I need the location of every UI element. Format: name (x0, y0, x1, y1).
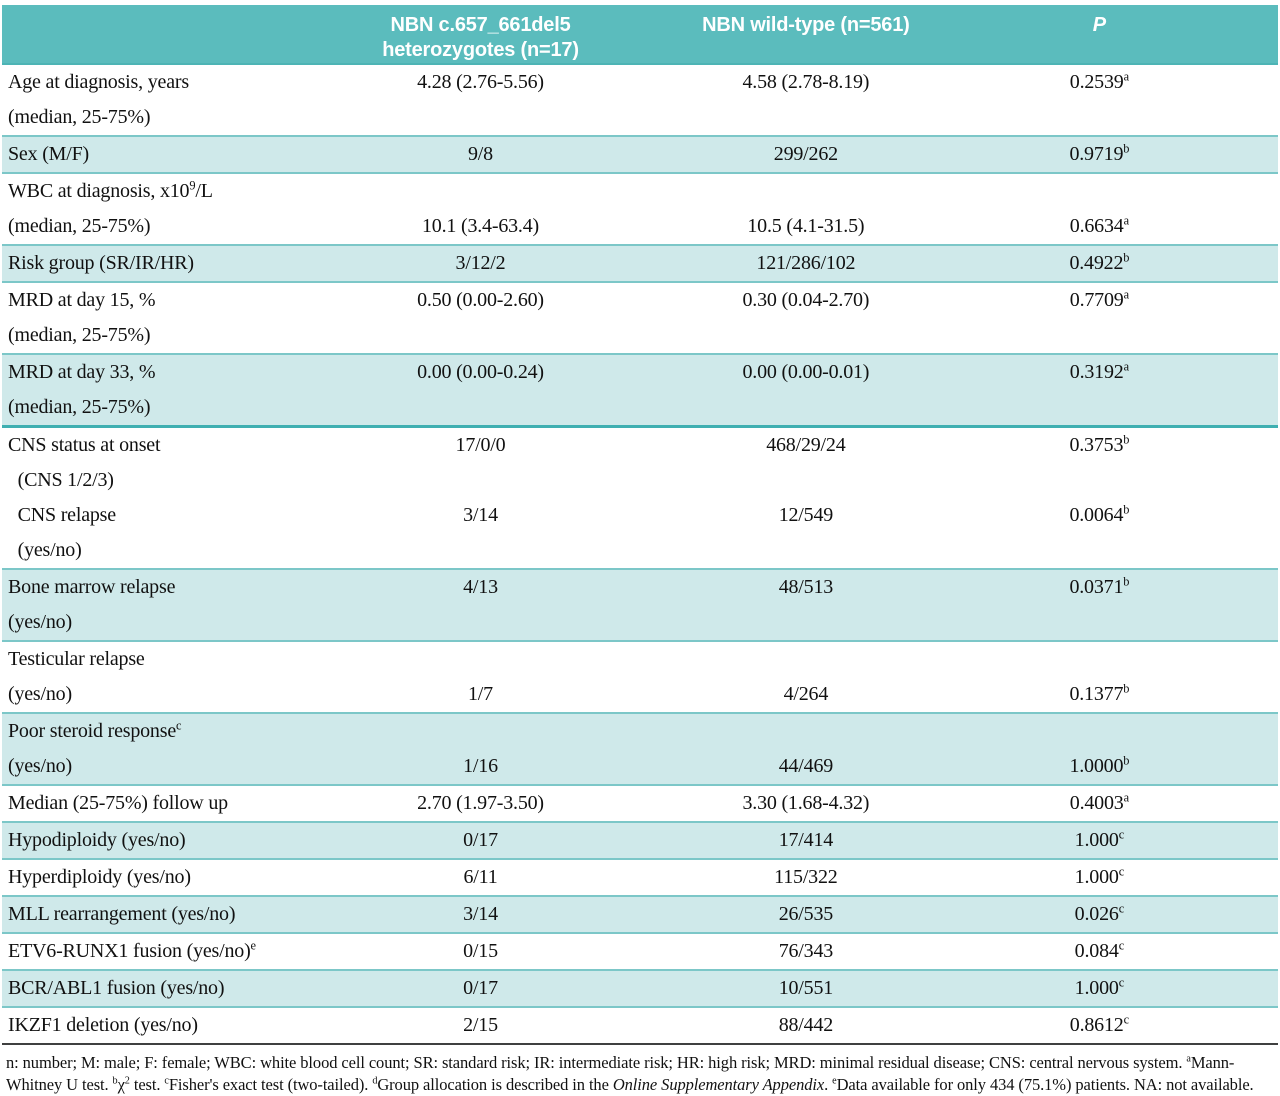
table-row (2, 283, 1278, 355)
cell-p-value (997, 823, 1201, 858)
header-col-heterozygotes-line1: NBN c.657_661del5 (390, 14, 571, 36)
cell-heterozygotes-line (347, 714, 615, 749)
cell-wildtype (614, 860, 997, 895)
table-row (2, 174, 1278, 246)
cell-heterozygotes (347, 246, 615, 281)
row-pad (1201, 570, 1278, 640)
cell-p-value (997, 570, 1201, 640)
cell-heterozygotes-line (347, 463, 615, 498)
cell-heterozygotes-line: 1/16 (463, 755, 498, 777)
cell-wildtype (614, 642, 997, 712)
cell-p-value-line (997, 642, 1201, 677)
cell-p-value-line: 0.3753$^b$ (1069, 432, 1130, 456)
row-label-line: Risk group (SR/IR/HR) (8, 252, 194, 274)
cell-heterozygotes-line (347, 390, 615, 425)
table-row (2, 355, 1278, 428)
row-label-line: (yes/no) (8, 755, 72, 777)
row-label (2, 570, 347, 640)
cell-p-value-line: 0.1377$^b$ (1069, 681, 1130, 705)
cell-p-value-line: 0.7709$^a$ (1069, 287, 1129, 311)
cell-p-value-line (997, 318, 1201, 353)
cell-wildtype-line: 4.58 (2.78-8.19) (742, 71, 870, 93)
cell-heterozygotes-line (347, 642, 615, 677)
cell-p-value-line: 0.0064$^b$ (1069, 502, 1130, 526)
cell-wildtype-line: 48/513 (778, 576, 834, 598)
cell-p-value (997, 897, 1201, 932)
row-label-line: (CNS 1/2/3) (8, 469, 114, 491)
cell-wildtype-line: 12/549 (778, 504, 834, 526)
cell-heterozygotes (347, 823, 615, 858)
row-pad (1201, 65, 1278, 135)
cell-wildtype (614, 786, 997, 821)
row-label (2, 934, 347, 969)
cell-heterozygotes (347, 786, 615, 821)
cell-p-value (997, 934, 1201, 969)
cell-p-value-line: 0.4922$^b$ (1069, 250, 1130, 274)
cell-wildtype-line (614, 390, 997, 425)
row-label-line: (median, 25-75%) (8, 215, 151, 237)
cell-p-value-line: 0.6634$^a$ (1069, 213, 1129, 237)
table-row (2, 934, 1278, 971)
cell-heterozygotes-line: 9/8 (468, 143, 493, 165)
row-label (2, 174, 347, 244)
cell-wildtype-line: 76/343 (778, 940, 834, 962)
cell-wildtype (614, 174, 997, 244)
cell-heterozygotes (347, 971, 615, 1006)
row-label (2, 355, 347, 425)
row-label (2, 137, 347, 172)
row-label-line: WBC at diagnosis, $x10^9/L$ (8, 178, 213, 202)
cell-wildtype-line: 10/551 (778, 977, 834, 999)
row-pad (1201, 174, 1278, 244)
table-row (2, 246, 1278, 283)
cell-wildtype (614, 137, 997, 172)
cell-p-value-line (997, 533, 1201, 568)
row-label-line: (median, 25-75%) (8, 106, 151, 128)
cell-wildtype-line: 299/262 (773, 143, 838, 165)
row-label (2, 642, 347, 712)
row-label-line: Bone marrow relapse (8, 576, 176, 598)
row-label (2, 1008, 347, 1043)
cell-p-value (997, 860, 1201, 895)
header-empty-cell (2, 13, 347, 63)
cell-wildtype-line (614, 463, 997, 498)
table-row (2, 1008, 1278, 1045)
row-label (2, 860, 347, 895)
row-label-line: Sex (M/F) (8, 143, 89, 165)
cell-wildtype (614, 714, 997, 784)
row-label-line: BCR/ABL1 fusion (yes/no) (8, 977, 225, 999)
table-row (2, 642, 1278, 714)
cell-p-value (997, 355, 1201, 425)
cell-wildtype (614, 934, 997, 969)
row-pad (1201, 823, 1278, 858)
cell-heterozygotes (347, 642, 615, 712)
cell-heterozygotes (347, 1008, 615, 1043)
cell-heterozygotes (347, 498, 615, 568)
cell-p-value (997, 498, 1201, 568)
row-pad (1201, 934, 1278, 969)
row-label-line: (median, 25-75%) (8, 396, 151, 418)
cell-heterozygotes (347, 714, 615, 784)
cell-heterozygotes-line (347, 174, 615, 209)
row-pad (1201, 786, 1278, 821)
row-pad (1201, 498, 1278, 568)
cell-wildtype-line (614, 174, 997, 209)
cell-heterozygotes (347, 283, 615, 353)
header-col-p (997, 13, 1201, 63)
cell-wildtype-line: 121/286/102 (756, 252, 856, 274)
header-pad (1201, 13, 1278, 63)
cell-wildtype-line: 468/29/24 (766, 434, 846, 456)
cell-wildtype-line: 4/264 (783, 683, 829, 705)
cell-heterozygotes-line: 0/15 (463, 940, 498, 962)
cell-wildtype-line: 10.5 (4.1-31.5) (747, 215, 865, 237)
row-pad (1201, 428, 1278, 498)
row-label (2, 246, 347, 281)
cell-wildtype-line: 44/469 (778, 755, 834, 777)
cell-p-value-line: 1.000$^c$ (1074, 864, 1124, 888)
cell-p-value (997, 283, 1201, 353)
table-row (2, 65, 1278, 137)
cell-p-value-line: 0.9719$^b$ (1069, 141, 1130, 165)
table-row (2, 897, 1278, 934)
row-label-line: CNS relapse (8, 504, 116, 526)
table-row (2, 860, 1278, 897)
cell-heterozygotes-line (347, 533, 615, 568)
row-label (2, 428, 347, 498)
row-label-line: MRD at day 33, % (8, 361, 156, 383)
table-row (2, 137, 1278, 174)
row-label (2, 971, 347, 1006)
row-pad (1201, 246, 1278, 281)
row-label (2, 65, 347, 135)
cell-wildtype (614, 65, 997, 135)
row-label-line: Hypodiploidy (yes/no) (8, 829, 186, 851)
footnote-italic-segment: Online Supplementary Appendix (612, 1075, 825, 1094)
cell-wildtype-line: 26/535 (778, 903, 834, 925)
row-label-line: (median, 25-75%) (8, 324, 151, 346)
cell-wildtype-line: 17/414 (778, 829, 834, 851)
cell-wildtype-line (614, 605, 997, 640)
cell-heterozygotes (347, 174, 615, 244)
row-label-line: Median (25-75%) follow up (8, 792, 228, 814)
cell-heterozygotes-line: 3/14 (463, 903, 498, 925)
header-col-wildtype-label: NBN wild-type (n=561) (702, 14, 910, 36)
cell-heterozygotes-line (347, 100, 615, 135)
table-row (2, 823, 1278, 860)
cell-heterozygotes-line: 4.28 (2.76-5.56) (417, 71, 544, 93)
row-label-line: (yes/no) (8, 683, 72, 705)
footnote-segment: . $^e$Data available for only 434 (75.1%) patients. NA: not available. (824, 1075, 1254, 1094)
table-header (2, 5, 1278, 65)
cell-p-value (997, 714, 1201, 784)
cell-heterozygotes-line: 4/13 (463, 576, 498, 598)
cell-heterozygotes (347, 897, 615, 932)
row-pad (1201, 714, 1278, 784)
cell-heterozygotes-line: 3/12/2 (455, 252, 506, 274)
cell-p-value (997, 428, 1201, 498)
cell-p-value-line (997, 714, 1201, 749)
cell-p-value (997, 65, 1201, 135)
row-pad (1201, 897, 1278, 932)
cell-wildtype-line: 0.00 (0.00-0.01) (742, 361, 870, 383)
row-pad (1201, 1008, 1278, 1043)
cell-wildtype-line (614, 318, 997, 353)
cell-heterozygotes-line: 0.50 (0.00-2.60) (417, 289, 544, 311)
cell-wildtype (614, 428, 997, 498)
table-row (2, 714, 1278, 786)
table-row (2, 428, 1278, 498)
cell-wildtype-line (614, 714, 997, 749)
cell-p-value-line: 0.026$^c$ (1074, 901, 1124, 925)
cell-wildtype-line: 0.30 (0.04-2.70) (742, 289, 870, 311)
row-label (2, 283, 347, 353)
cell-p-value (997, 642, 1201, 712)
cell-wildtype-line: 115/322 (774, 866, 838, 888)
cell-heterozygotes (347, 934, 615, 969)
row-label (2, 897, 347, 932)
row-pad (1201, 355, 1278, 425)
footnote-segment: n: number; M: male; F: female; WBC: white blood cell count; SR: standard risk; IR: intermediate risk; HR: high risk; MRD: minimal residual disease; CNS: central nervous system. $^a$Mann-Whitney U test. $^b\chi^2$ test. $^c$Fisher's exact test (two-tailed). $^d$Group allocation is described in the (6, 1053, 1235, 1094)
header-col-heterozygotes (347, 13, 615, 63)
cell-p-value (997, 137, 1201, 172)
header-col-p-label: P (1092, 14, 1106, 36)
cell-heterozygotes-line: 0/17 (463, 829, 498, 851)
cell-heterozygotes (347, 355, 615, 425)
row-label (2, 823, 347, 858)
cell-p-value-line: 0.084$^c$ (1074, 938, 1124, 962)
cell-p-value-line (997, 390, 1201, 425)
cell-p-value-line: 0.3192$^a$ (1069, 359, 1129, 383)
cell-heterozygotes-line: 0/17 (463, 977, 498, 999)
row-label (2, 714, 347, 784)
row-label-line: CNS status at onset (8, 434, 161, 456)
cell-wildtype (614, 283, 997, 353)
cell-wildtype (614, 971, 997, 1006)
cell-p-value-line (997, 100, 1201, 135)
table-row (2, 498, 1278, 570)
cell-heterozygotes-line: 1/7 (468, 683, 493, 705)
cell-wildtype (614, 246, 997, 281)
cell-wildtype (614, 498, 997, 568)
cell-wildtype (614, 897, 997, 932)
cell-p-value-line (997, 463, 1201, 498)
cell-p-value (997, 786, 1201, 821)
cell-heterozygotes-line: 0.00 (0.00-0.24) (417, 361, 544, 383)
cell-p-value-line (997, 174, 1201, 209)
cell-p-value-line: 0.8612$^c$ (1069, 1012, 1129, 1036)
cell-wildtype-line (614, 642, 997, 677)
header-col-heterozygotes-line2: heterozygotes (n=17) (382, 39, 579, 61)
cell-heterozygotes (347, 428, 615, 498)
cell-wildtype (614, 355, 997, 425)
row-label (2, 786, 347, 821)
cell-heterozygotes-line: 6/11 (463, 866, 498, 888)
cell-heterozygotes-line (347, 605, 615, 640)
cell-heterozygotes (347, 137, 615, 172)
cell-p-value-line: 0.2539$^a$ (1069, 69, 1129, 93)
cell-p-value (997, 971, 1201, 1006)
table-row (2, 786, 1278, 823)
row-label-line: (yes/no) (8, 611, 72, 633)
cell-heterozygotes-line: 2/15 (463, 1014, 498, 1036)
cell-wildtype-line: 3.30 (1.68-4.32) (742, 792, 870, 814)
cell-heterozygotes-line: 10.1 (3.4-63.4) (422, 215, 539, 237)
row-pad (1201, 283, 1278, 353)
cell-p-value (997, 1008, 1201, 1043)
row-label-line: Age at diagnosis, years (8, 71, 189, 93)
row-label-line: Testicular relapse (8, 648, 145, 670)
cell-heterozygotes-line (347, 318, 615, 353)
row-label (2, 498, 347, 568)
cell-heterozygotes (347, 860, 615, 895)
table-row (2, 570, 1278, 642)
row-label-line: Poor steroid response$^c$ (8, 718, 182, 742)
cell-heterozygotes (347, 570, 615, 640)
cell-p-value-line: 1.000$^c$ (1074, 827, 1124, 851)
cell-wildtype (614, 1008, 997, 1043)
row-label-line: ETV6-RUNX1 fusion $(yes/no)^e$ (8, 938, 256, 962)
cell-heterozygotes-line: 3/14 (463, 504, 498, 526)
cell-wildtype-line: 88/442 (778, 1014, 834, 1036)
cell-p-value-line: 1.000$^c$ (1074, 975, 1124, 999)
cell-p-value-line: 1.0000$^b$ (1069, 753, 1130, 777)
cell-wildtype (614, 823, 997, 858)
row-label-line: IKZF1 deletion (yes/no) (8, 1014, 198, 1036)
row-label-line: Hyperdiploidy (yes/no) (8, 866, 191, 888)
cell-heterozygotes (347, 65, 615, 135)
footnote (2, 1052, 1278, 1096)
row-label-line: (yes/no) (8, 539, 82, 561)
cell-wildtype-line (614, 100, 997, 135)
cell-p-value-line (997, 605, 1201, 640)
row-label-line: MRD at day 15, % (8, 289, 156, 311)
table-row (2, 971, 1278, 1008)
table-rows (2, 65, 1278, 1045)
cell-p-value-line: 0.0371$^b$ (1069, 574, 1130, 598)
cell-heterozygotes-line: 2.70 (1.97-3.50) (417, 792, 544, 814)
cell-wildtype-line (614, 533, 997, 568)
cell-p-value-line: 0.4003$^a$ (1069, 790, 1129, 814)
cell-wildtype (614, 570, 997, 640)
row-pad (1201, 971, 1278, 1006)
cell-p-value (997, 174, 1201, 244)
row-pad (1201, 860, 1278, 895)
cell-heterozygotes-line: 17/0/0 (455, 434, 506, 456)
header-col-wildtype (614, 13, 997, 63)
row-pad (1201, 137, 1278, 172)
cell-p-value (997, 246, 1201, 281)
row-label-line: MLL rearrangement (yes/no) (8, 903, 236, 925)
row-pad (1201, 642, 1278, 712)
